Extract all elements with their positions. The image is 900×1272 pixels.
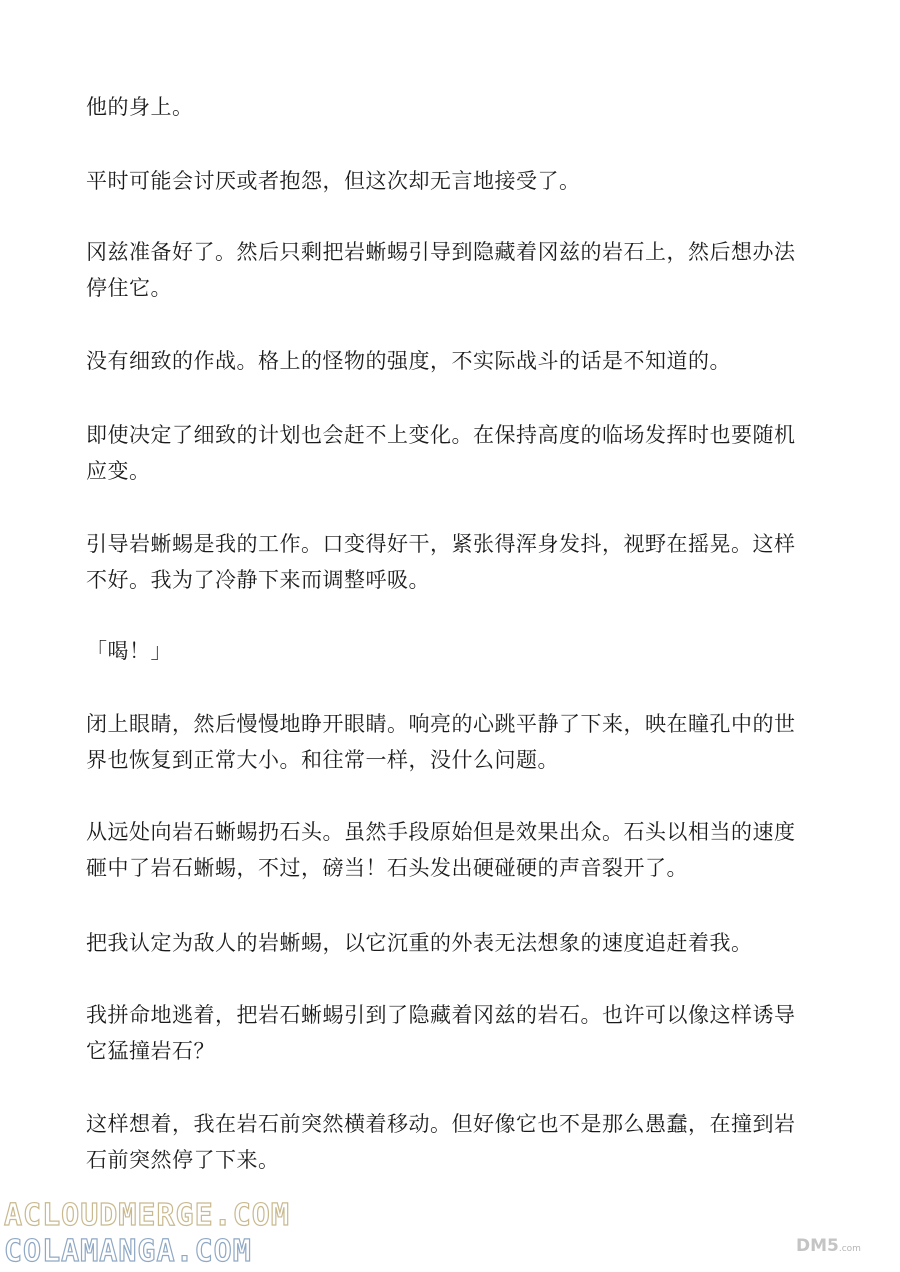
watermark-colamanga: COLAMANGA.COM bbox=[4, 1234, 252, 1269]
dm5-logo-text: DM5 bbox=[796, 1236, 839, 1256]
dm5-logo-suffix: .com bbox=[838, 1244, 861, 1254]
paragraph: 平时可能会讨厌或者抱怨，但这次却无言地接受了。 bbox=[86, 169, 581, 193]
dm5-logo bbox=[796, 1236, 861, 1256]
paragraph: 从远处向岩石蜥蜴扔石头。虽然手段原始但是效果出众。石头以相当的速度砸中了岩石蜥蜴，不过，磅当！石头发出硬碰硬的声音裂开了。 bbox=[86, 820, 796, 880]
paragraph: 冈兹准备好了。然后只剩把岩蜥蜴引导到隐藏着冈兹的岩石上，然后想办法停住它。 bbox=[86, 240, 796, 300]
paragraph: 闭上眼睛，然后慢慢地睁开眼睛。响亮的心跳平静了下来，映在瞳孔中的世界也恢复到正常大小。和往常一样，没什么问题。 bbox=[86, 712, 796, 772]
paragraph: 这样想着，我在岩石前突然横着移动。但好像它也不是那么愚蠢，在撞到岩石前突然停了下来。 bbox=[86, 1112, 796, 1172]
watermark-acloudmerge: ACLOUDMERGE.COM bbox=[4, 1198, 290, 1233]
paragraph: 没有细致的作战。格上的怪物的强度，不实际战斗的话是不知道的。 bbox=[86, 349, 731, 373]
paragraph: 「喝！」 bbox=[86, 639, 172, 663]
paragraph: 他的身上。 bbox=[86, 95, 194, 119]
paragraph: 把我认定为敌人的岩蜥蜴，以它沉重的外表无法想象的速度追赶着我。 bbox=[86, 931, 753, 955]
paragraph: 引导岩蜥蜴是我的工作。口变得好干，紧张得浑身发抖，视野在摇晃。这样不好。我为了冷静下来而调整呼吸。 bbox=[86, 532, 796, 592]
paragraph: 即使决定了细致的计划也会赶不上变化。在保持高度的临场发挥时也要随机应变。 bbox=[86, 423, 796, 483]
paragraph: 我拼命地逃着，把岩石蜥蜴引到了隐藏着冈兹的岩石。也许可以像这样诱导它猛撞岩石？ bbox=[86, 1003, 796, 1063]
